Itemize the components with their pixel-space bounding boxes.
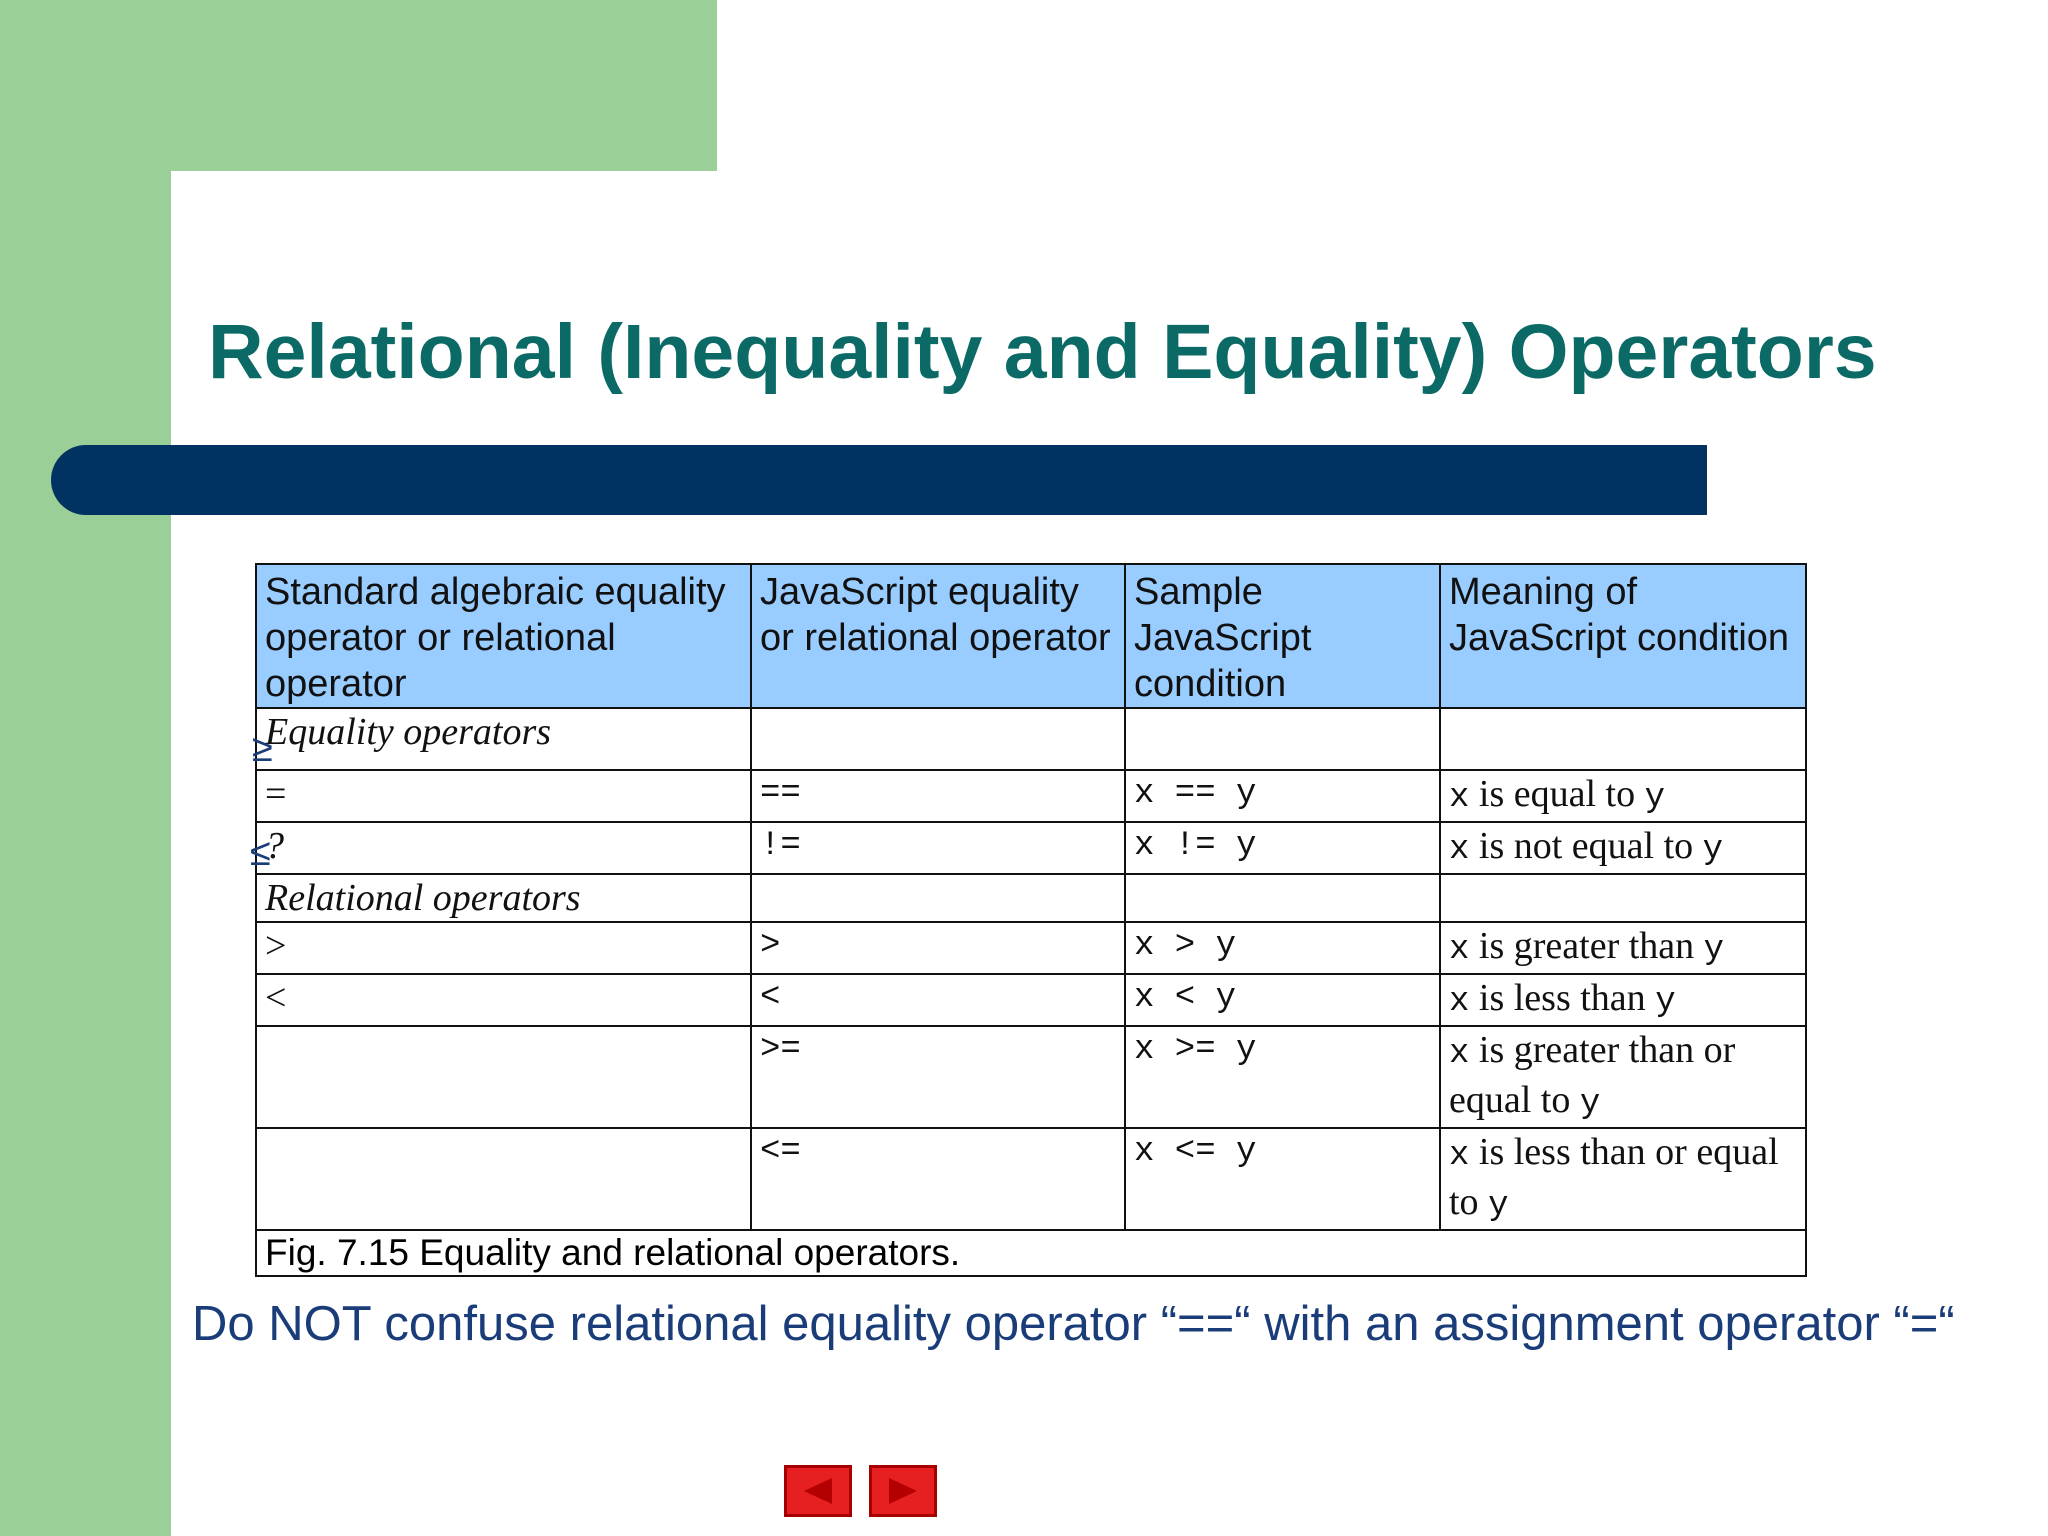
section-row-equality xyxy=(256,708,1806,770)
meaning: x is less than or equal to y xyxy=(1440,1128,1806,1230)
less-equal-glyph: ≤ xyxy=(250,832,271,874)
table-row xyxy=(256,1128,1806,1230)
green-top-block xyxy=(0,0,717,171)
table-row xyxy=(256,770,1806,822)
previous-slide-button[interactable] xyxy=(784,1465,852,1517)
meaning: x is equal to y xyxy=(1440,770,1806,822)
header-js-operator: JavaScript equality or relational operator xyxy=(751,564,1125,708)
meaning: x is greater than y xyxy=(1440,922,1806,974)
algebraic-operator xyxy=(256,1026,751,1128)
js-operator: == xyxy=(751,770,1125,822)
algebraic-operator: = xyxy=(256,770,751,822)
header-meaning: Meaning of JavaScript condition xyxy=(1440,564,1806,708)
table-row xyxy=(256,822,1806,874)
js-operator: <= xyxy=(751,1128,1125,1230)
algebraic-operator: ? xyxy=(256,822,751,874)
meaning: x is less than y xyxy=(1440,974,1806,1026)
header-algebraic: Standard algebraic equality operator or relational operator xyxy=(256,564,751,708)
algebraic-operator xyxy=(256,1128,751,1230)
js-operator: != xyxy=(751,822,1125,874)
table-row xyxy=(256,974,1806,1026)
operators-table xyxy=(255,563,1807,1277)
js-operator: < xyxy=(751,974,1125,1026)
sample-condition: x < y xyxy=(1125,974,1440,1026)
meaning: x is greater than or equal to y xyxy=(1440,1026,1806,1128)
meaning: x is not equal to y xyxy=(1440,822,1806,874)
header-sample: Sample JavaScript condition xyxy=(1125,564,1440,708)
table-row xyxy=(256,922,1806,974)
table-header-row xyxy=(256,564,1806,708)
green-side-strip xyxy=(0,0,171,1536)
sample-condition: x >= y xyxy=(1125,1026,1440,1128)
sample-condition: x == y xyxy=(1125,770,1440,822)
section-label: Relational operators xyxy=(256,874,751,922)
caption-row xyxy=(256,1230,1806,1276)
figure-caption: Fig. 7.15 Equality and relational operators. xyxy=(256,1230,1806,1276)
sample-condition: x <= y xyxy=(1125,1128,1440,1230)
greater-equal-glyph: ≥ xyxy=(252,728,273,770)
sample-condition: x > y xyxy=(1125,922,1440,974)
warning-note: Do NOT confuse relational equality operator “==“ with an assignment operator “=“ xyxy=(192,1297,1955,1351)
section-row-relational xyxy=(256,874,1806,922)
js-operator: > xyxy=(751,922,1125,974)
next-slide-button[interactable] xyxy=(869,1465,937,1517)
js-operator: >= xyxy=(751,1026,1125,1128)
table-row xyxy=(256,1026,1806,1128)
slide-title: Relational (Inequality and Equality) Operators xyxy=(208,309,1877,395)
right-arrow-icon xyxy=(883,1475,923,1507)
algebraic-operator: > xyxy=(256,922,751,974)
title-underline-bar xyxy=(51,445,1707,515)
algebraic-operator: < xyxy=(256,974,751,1026)
sample-condition: x != y xyxy=(1125,822,1440,874)
left-arrow-icon xyxy=(798,1475,838,1507)
section-label: Equality operators xyxy=(256,708,751,770)
